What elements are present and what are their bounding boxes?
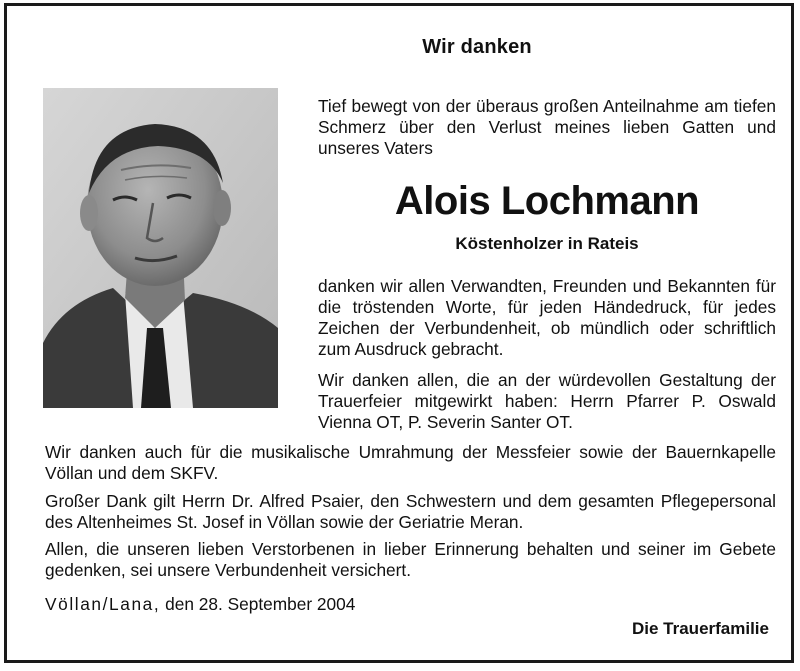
- deceased-name: Alois Lochmann: [394, 179, 700, 223]
- heading: Wir danken: [422, 36, 532, 58]
- portrait-image: [43, 88, 278, 408]
- place-name: Völlan/Lana,: [45, 594, 161, 614]
- intro-text: Tief bewegt von der überaus großen Anteilnahme am tiefen Schmerz über den Verlust meines lieben Gatten und unseres Vaters: [318, 96, 776, 158]
- deceased-subtitle: Köstenholzer in Rateis: [455, 234, 639, 253]
- obituary-notice: [4, 3, 794, 663]
- thanks-relatives-paragraph: danken wir allen Verwandten, Freunden und Bekannten für die tröstenden Worte, für jeden Händedruck, für jedes Zeichen der Verbundenheit, ob mündlich oder schriftlich zum Ausdruck gebracht.: [318, 276, 776, 359]
- place-date-line: [45, 594, 355, 615]
- thanks-music-paragraph: Wir danken auch für die musikalische Umrahmung der Messfeier sowie der Bauernkapelle Völlan und dem SKFV.: [45, 442, 776, 483]
- thanks-care-paragraph: Großer Dank gilt Herrn Dr. Alfred Psaier, den Schwestern und dem gesamten Pflegepersonal des Altenheimes St. Josef in Völlan sowie der Geriatrie Meran.: [45, 491, 776, 532]
- signature: Die Trauerfamilie: [631, 619, 769, 638]
- portrait-photo: [43, 88, 278, 408]
- thanks-all-paragraph: Allen, die unseren lieben Verstorbenen in lieber Erinnerung behalten und seiner im Gebete gedenken, sei unsere Verbundenheit versichert.: [45, 539, 776, 580]
- thanks-ceremony-paragraph: Wir danken allen, die an der würdevollen Gestaltung der Trauerfeier mitgewirkt haben: Herrn Pfarrer P. Oswald Vienna OT, P. Severin Santer OT.: [318, 370, 776, 432]
- date-text: den 28. September 2004: [165, 594, 356, 614]
